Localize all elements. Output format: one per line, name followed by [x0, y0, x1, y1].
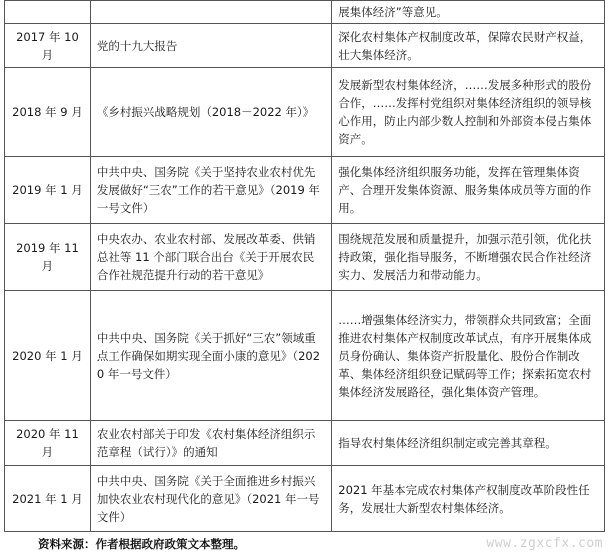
source-note: 资料来源：作者根据政府政策文本整理。 — [38, 537, 245, 551]
content-cell: 围绕规范发展和质量提升，加强示范引领，优化扶持政策，强化指导服务，不断增强农民合作社经济实力、发展活力和带动能力。 — [332, 224, 605, 291]
document-cell: 中共中央、国务院《关于全面推进乡村振兴加快农业农村现代化的意见》（2021 年一号文件） — [90, 466, 331, 532]
content-cell: ……增强集体经济实力，带领群众共同致富；全面推进农村集体产权制度改革试点，有序开展集体成员身份确认、集体资产折股量化、股份合作制改革、集体经济组织登记赋码等工作；探索拓宽农村集体经济发展路径，强化集体资产管理。 — [332, 291, 605, 421]
document-cell: 《乡村振兴战略规划（2018－2022 年）》 — [90, 68, 331, 157]
table-row — [5, 421, 605, 466]
document-cell: 农业农村部关于印发《农村集体经济组织示范章程（试行）》的通知 — [90, 421, 331, 466]
table-row — [5, 24, 605, 68]
table-row — [5, 224, 605, 291]
table-row — [5, 157, 605, 224]
table-row — [5, 466, 605, 532]
date-cell: 2019 年 11 月 — [5, 224, 91, 291]
watermark: www.zgxcfx.com — [486, 536, 603, 551]
table-row — [5, 291, 605, 421]
date-cell: 2017 年 10 月 — [5, 24, 91, 68]
document-cell — [90, 1, 331, 24]
content-cell: 深化农村集体产权制度改革，保障农民财产权益，壮大集体经济。 — [332, 24, 605, 68]
date-cell: 2021 年 1 月 — [5, 466, 91, 532]
content-cell: 展集体经济”等意见。 — [332, 1, 605, 24]
document-cell: 中共中央、国务院《关于抓好“三农”领域重点工作确保如期实现全面小康的意见》（2020 年一号文件） — [90, 291, 331, 421]
document-cell: 中央农办、农业农村部、发展改革委、供销总社等 11 个部门联合出台《关于开展农民合作社规范提升行动的若干意见》 — [90, 224, 331, 291]
date-cell: 2019 年 1 月 — [5, 157, 91, 224]
document-cell: 党的十九大报告 — [90, 24, 331, 68]
content-cell: 2021 年基本完成农村集体产权制度改革阶段性任务，发展壮大新型农村集体经济。 — [332, 466, 605, 532]
table-row — [5, 68, 605, 157]
date-cell: 2020 年 1 月 — [5, 291, 91, 421]
content-cell: 强化集体经济组织服务功能，发挥在管理集体资产、合理开发集体资源、服务集体成员等方面的作用。 — [332, 157, 605, 224]
table-row — [5, 1, 605, 24]
document-cell: 中共中央、国务院《关于坚持农业农村优先发展做好“三农”工作的若干意见》（2019 年一号文件） — [90, 157, 331, 224]
policy-table — [4, 0, 605, 532]
date-cell — [5, 1, 91, 24]
date-cell: 2020 年 11 月 — [5, 421, 91, 466]
content-cell: 发展新型农村集体经济，……发展多种形式的股份合作，……发挥村党组织对集体经济组织的领导核心作用，防止内部少数人控制和外部资本侵占集体资产。 — [332, 68, 605, 157]
content-cell: 指导农村集体经济组织制定或完善其章程。 — [332, 421, 605, 466]
date-cell: 2018 年 9 月 — [5, 68, 91, 157]
